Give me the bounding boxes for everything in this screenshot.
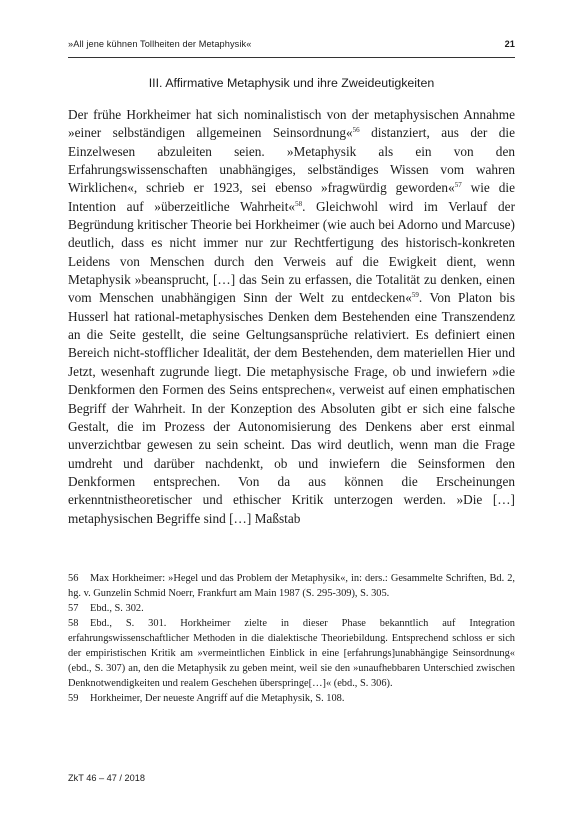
footnote-ref[interactable]: 56 (352, 126, 360, 135)
running-head-title: »All jene kühnen Tollheiten der Metaphysik« (68, 39, 252, 49)
footnote-ref[interactable]: 58 (295, 199, 303, 208)
footnote (68, 601, 515, 616)
footnotes (68, 571, 515, 706)
footnote-number: 56 (68, 573, 79, 584)
footnote (68, 691, 515, 706)
footnote (68, 616, 515, 691)
body-text-segment: distanziert, aus der die Einzelwesen abzuleiten seien. »Metaphysik als ein von den Erfahrungswissenschaften unabhängiges, selbständiges Wissen vom wahren Wirklichen«, schrieb er 1923, sei ebenso »fragwürdig geworden« (68, 125, 515, 196)
footnote-number: 59 (68, 693, 79, 704)
page-number: 21 (504, 39, 515, 49)
body-text-segment: Der frühe Horkheimer hat sich nominalistisch von der metaphysischen Annahme »einer selbständigen allgemeinen Seinsordnung« (68, 107, 515, 141)
body-text-segment: . Von Platon bis Husserl hat rational-metaphysisches Denken dem Bestehenden eine Transzendenz an die Seite gestellt, die seine Geltungsansprüche relativiert. Es definiert einen Bereich nicht-stofflicher Idealität, der dem Bestehenden, dem materiellen Hier und Jetzt, wesenhaft zugrunde liegt. Die metaphysische Frage, ob und inwiefern »die Denkformen den Formen des Seins entsprechen«, verweist auf einen emphatischen Begriff der Wahrheit. In der Konzeption des Absoluten gibt er sich eine falsche Gestalt, die im Prozess der Autonomisierung des Denkens aber erst einmal unverzichtbar gewesen zu sein scheint. Das wird deutlich, wenn man die Frage umdreht und darüber nachdenkt, ob und inwiefern die Seinsformen den Denkformen entsprechen. Von da aus können die Erscheinungen erkenntnistheoretischer und ethischer Kritik unterzogen werden. »Die […] metaphysischen Begriffe sind […] Maßstab (68, 290, 515, 526)
body-paragraph (68, 106, 515, 528)
journal-footer: ZkT 46 – 47 / 2018 (68, 773, 145, 783)
header-rule (68, 57, 515, 58)
footnote-number: 57 (68, 603, 79, 614)
body-text-segment: wie die Intention auf »überzeitliche Wahrheit« (68, 180, 515, 214)
footnote-text: Ebd., S. 301. Horkheimer zielte in dieser Phase bekanntlich auf Integration erfahrungswissenschaftlicher Methoden in die dialektische Theoriebildung. Entsprechend schloss er sich der empiristischen Kritik am »vermeintlichen Einblick in eine [erfahrungs]unabhängige Seinsordnung« (ebd., S. 307) an, den die Metaphysik zu geben meint, weil sie den »unaufhebbaren Unterschied zwischen Denknotwendigkeiten und realem Geschehen überspringe[…]« (ebd., S. 306). (68, 618, 515, 689)
footnote-text: Horkheimer, Der neueste Angriff auf die Metaphysik, S. 108. (90, 693, 345, 704)
running-head (68, 39, 515, 53)
section-heading: III. Affirmative Metaphysik und ihre Zweideutigkeiten (148, 76, 435, 90)
footnote-text: Max Horkheimer: »Hegel und das Problem der Metaphysik«, in: ders.: Gesammelte Schriften, Bd. 2, hg. v. Gunzelin Schmid Noerr, Frankfurt am Main 1987 (S. 295-309), S. 305. (68, 573, 515, 599)
footnote-number: 58 (68, 618, 79, 629)
footnote-text: Ebd., S. 302. (90, 603, 144, 614)
body-text-segment: . Gleichwohl wird im Verlauf der Begründung kritischer Theorie bei Horkheimer (wie auch bei Adorno und Marcuse) deutlich, dass es nicht immer nur zur Rechtfertigung des historisch-konkreten Leidens von Menschen durch den Verweis auf die Ewigkeit dient, wenn Metaphysik »beansprucht, […] das Sein zu erfassen, die Totalität zu denken, einen vom Menschen unabhängigen Sinn der Welt zu entdecken« (68, 198, 515, 306)
footnote-ref[interactable]: 59 (411, 291, 419, 300)
footnote (68, 571, 515, 601)
footnote-ref[interactable]: 57 (454, 181, 462, 190)
